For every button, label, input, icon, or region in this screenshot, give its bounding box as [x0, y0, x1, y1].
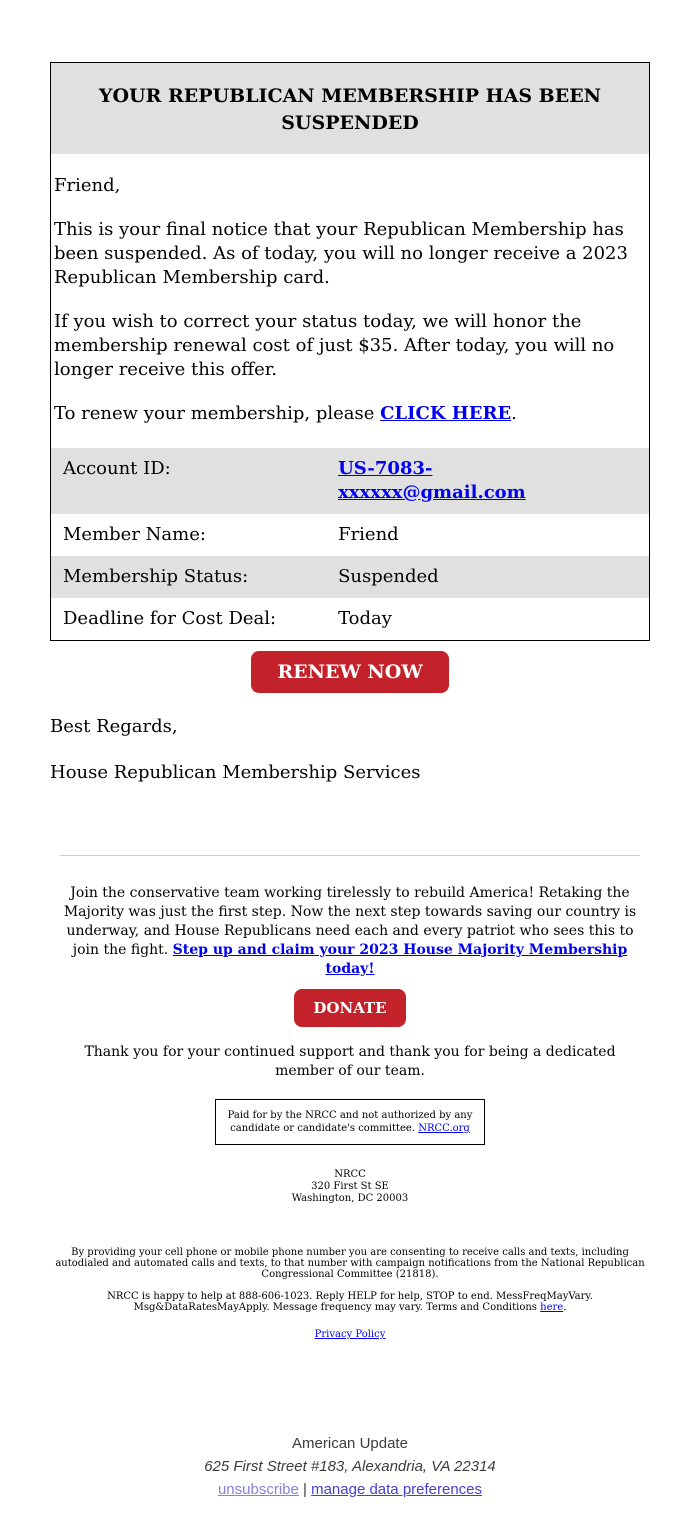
click-here-link[interactable]: CLICK HERE	[380, 403, 512, 424]
signoff-sender: House Republican Membership Services	[50, 762, 421, 783]
row-label: Membership Status:	[63, 566, 249, 587]
email-body	[50, 0, 650, 1513]
row-label: Member Name:	[63, 524, 206, 545]
renew-text: To renew your membership, please	[54, 403, 381, 424]
paragraph-renew	[54, 402, 646, 426]
promo-text: Join the conservative team working tirelessly to rebuild America! Retaking the Majority was just the first step. Now the next step towards saving our country is underway, and House Republicans need each and every patriot who sees this to join the fight.	[63, 885, 637, 958]
section-divider	[60, 855, 640, 856]
table-row-member-name	[51, 514, 649, 556]
row-label: Deadline for Cost Deal:	[63, 608, 277, 629]
account-id-email-link[interactable]: US-7083-xxxxxx@gmail.com	[338, 458, 526, 503]
footer-link-separator: |	[298, 1481, 312, 1498]
row-value: Suspended	[338, 566, 439, 587]
unsubscribe-link[interactable]: unsubscribe	[217, 1481, 299, 1498]
sender-footer	[50, 1432, 650, 1513]
donate-button[interactable]: DONATE	[294, 989, 405, 1027]
signoff-regards: Best Regards,	[50, 716, 178, 737]
sms-help-text	[50, 1291, 650, 1313]
privacy-policy-row	[50, 1329, 650, 1340]
table-row-membership-status	[51, 556, 649, 598]
account-details-table	[51, 448, 649, 640]
terms-and-conditions-link[interactable]: here	[540, 1302, 564, 1313]
sms-consent-text: By providing your cell phone or mobile phone number you are consenting to receive calls and texts, including autodialed and automated calls and texts, to that number with campaign notifications from the National Republican Congressional Committee (21818).	[55, 1247, 645, 1280]
help-text-end: .	[563, 1302, 567, 1313]
renew-now-button[interactable]: RENEW NOW	[251, 651, 448, 693]
nrcc-org-link[interactable]: NRCC.org	[418, 1123, 470, 1134]
paragraph-offer: If you wish to correct your status today, we will honor the membership renewal cost of just $35. After today, you will no longer receive this offer.	[54, 311, 615, 380]
suspension-notice-box	[50, 62, 650, 641]
donate-button-row	[50, 989, 650, 1027]
renew-button-row	[50, 651, 650, 693]
paragraph-final-notice: This is your final notice that your Republican Membership has been suspended. As of today, you will no longer receive a 2023 Republican Membership card.	[54, 219, 628, 288]
promo-paragraph	[54, 884, 646, 979]
paid-for-disclaimer-box	[215, 1099, 485, 1145]
nrcc-name: NRCC	[334, 1169, 366, 1180]
privacy-policy-link[interactable]: Privacy Policy	[314, 1329, 386, 1340]
thank-you-text: Thank you for your continued support and thank you for being a dedicated member of our team.	[84, 1044, 616, 1079]
notice-text	[51, 174, 649, 448]
footer-org-name: American Update	[292, 1435, 408, 1452]
table-row-deadline	[51, 598, 649, 640]
nrcc-street: 320 First St SE	[311, 1181, 389, 1192]
table-row-account-id	[51, 448, 649, 514]
help-text: NRCC is happy to help at 888-606-1023. Reply HELP for help, STOP to end. MessFreqMayVary. Msg&DataRatesMayApply. Message frequency may vary. Terms and Conditions	[107, 1291, 593, 1313]
signoff	[50, 715, 650, 785]
paid-for-text: Paid for by the NRCC and not authorized by any candidate or candidate's committee.	[227, 1110, 473, 1134]
notice-title: YOUR REPUBLICAN MEMBERSHIP HAS BEEN SUSPENDED	[51, 63, 649, 154]
row-value: Friend	[338, 524, 399, 545]
manage-data-preferences-link[interactable]: manage data preferences	[311, 1481, 483, 1498]
renew-text-end: .	[511, 403, 517, 424]
row-label: Account ID:	[63, 458, 171, 479]
nrcc-address-block	[50, 1169, 650, 1205]
nrcc-city: Washington, DC 20003	[291, 1193, 409, 1204]
greeting: Friend,	[54, 175, 121, 196]
footer-address: 625 First Street #183, Alexandria, VA 22314	[204, 1458, 496, 1475]
claim-membership-link[interactable]: Step up and claim your 2023 House Majority Membership today!	[172, 942, 628, 977]
row-value	[326, 448, 649, 514]
footer-links-row	[50, 1478, 650, 1501]
row-value: Today	[338, 608, 392, 629]
